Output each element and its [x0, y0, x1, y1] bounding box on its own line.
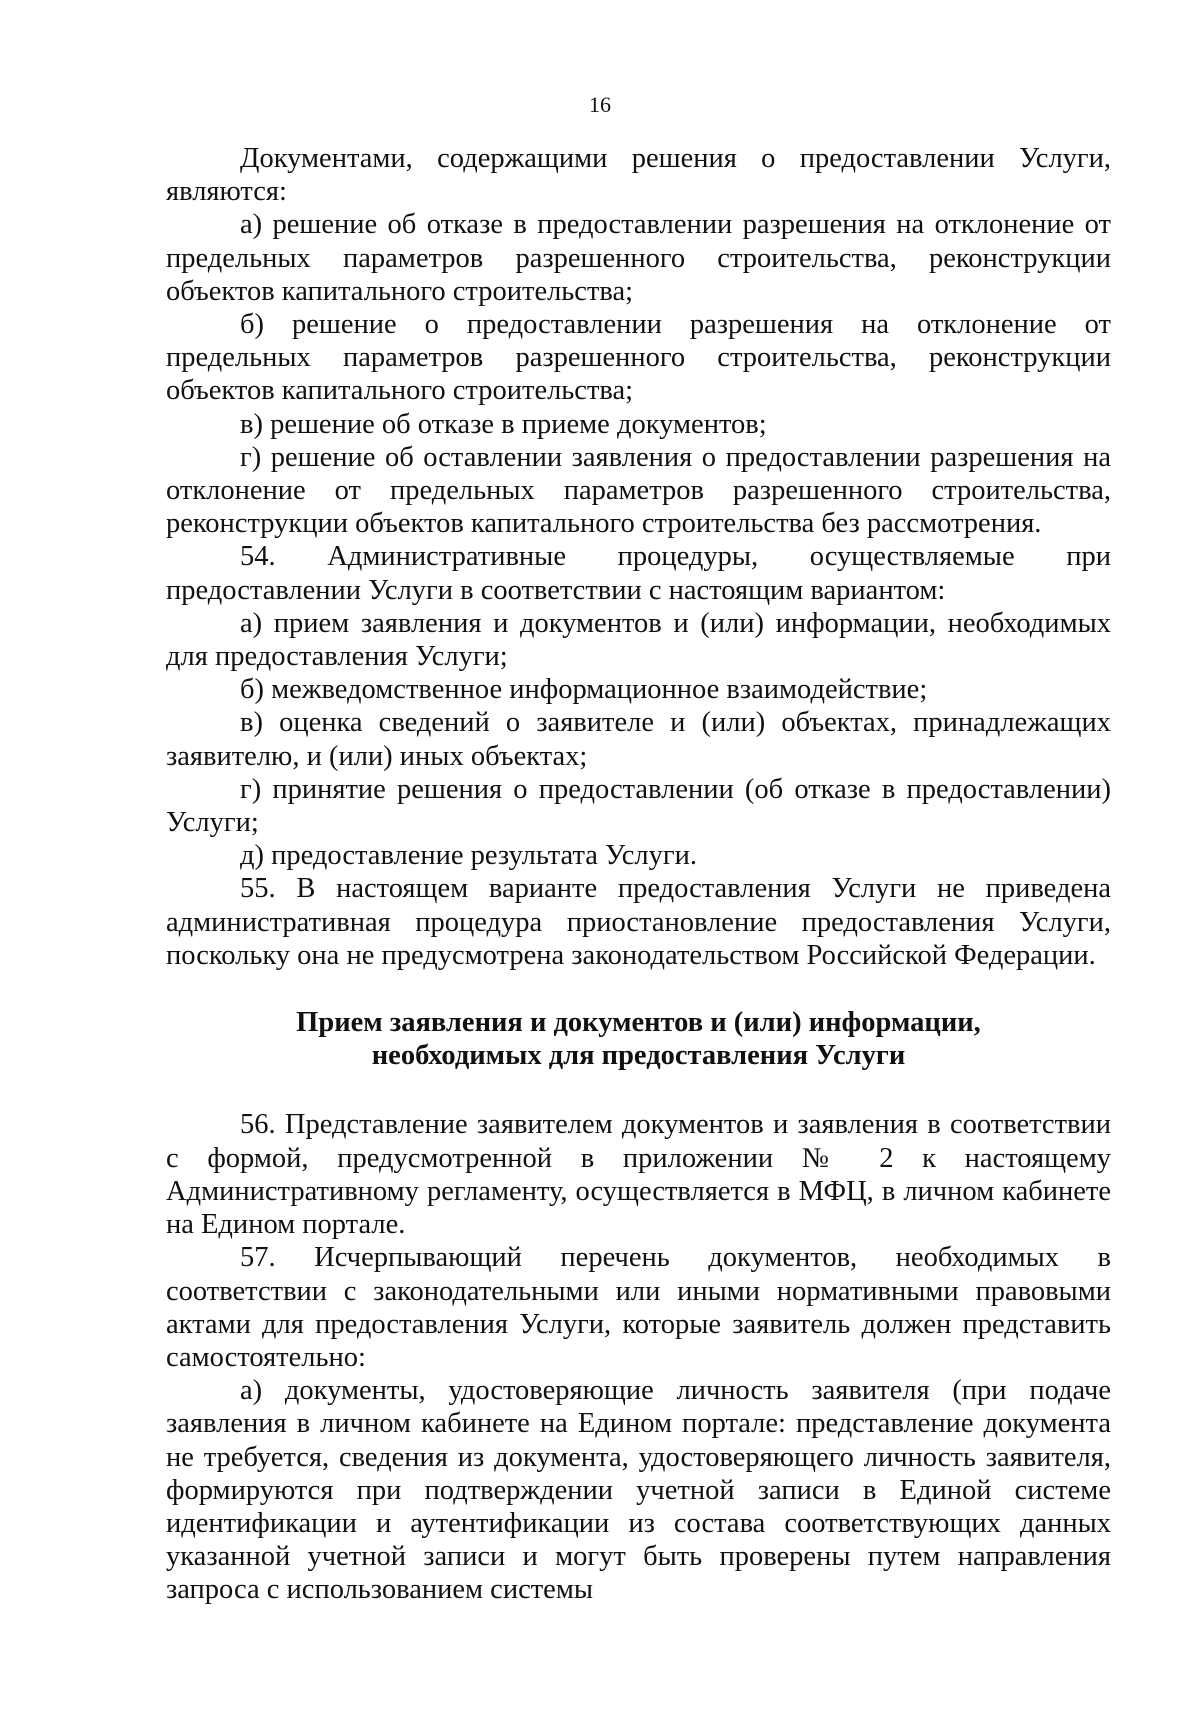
list-item-57-a: а) документы, удостоверяющие личность заявителя (при подаче заявления в личном кабинете на Едином портале: представление документа не требуется, сведения из документа, удостоверяющего личность заявителя, формируются при подтверждении учетной записи в Единой системе идентификации и аутентификации из состава соответствующих данных указанной учетной записи и могут быть проверены путем направления запроса с использованием системы: [166, 1375, 1111, 1606]
list-item-b-grant: б) решение о предоставлении разрешения на отклонение от предельных параметров разрешенного строительства, реконструкции объектов капитального строительства;: [166, 309, 1111, 407]
list-item-g-no-review: г) решение об оставлении заявления о предоставлении разрешения на отклонение от предельных параметров разрешенного строительства, реконструкции объектов капитального строительства без рассмотрения.: [166, 441, 1111, 540]
document-body: [166, 142, 1111, 1607]
page-number: 16: [589, 92, 611, 117]
paragraph-57: 57. Исчерпывающий перечень документов, необходимых в соответствии с законодательными или иными нормативными правовыми актами для предоставления Услуги, которые заявитель должен представить самостоятельно:: [166, 1242, 1111, 1373]
paragraph-documents-intro: Документами, содержащими решения о предоставлении Услуги, являются:: [166, 143, 1111, 208]
section-heading: [166, 1006, 1111, 1072]
paragraph-55: 55. В настоящем варианте предоставления Услуги не приведена административная процедура приостановление предоставления Услуги, поскольку она не предусмотрена законодательством Российской Федерации.: [166, 873, 1111, 971]
list-item-a-refusal: а) решение об отказе в предоставлении разрешения на отклонение от предельных параметров разрешенного строительства, реконструкции объектов капитального строительства;: [166, 209, 1111, 307]
list-item-54-b: б) межведомственное информационное взаимодействие;: [240, 674, 928, 706]
list-item-v-refusal-acceptance: в) решение об отказе в приеме документов;: [240, 408, 767, 440]
paragraph-56: 56. Представление заявителем документов и заявления в соответствии с формой, предусмотренной в приложении № 2 к настоящему Административному регламенту, осуществляется в МФЦ, в личном кабинете на Едином портале.: [166, 1109, 1111, 1241]
list-item-54-g: г) принятие решения о предоставлении (об отказе в предоставлении) Услуги;: [166, 773, 1111, 839]
section-heading-line-1: Прием заявления и документов и (или) информации,: [296, 1007, 981, 1039]
paragraph-54: 54. Административные процедуры, осуществляемые при предоставлении Услуги в соответствии с настоящим вариантом:: [166, 541, 1111, 606]
list-item-54-d: д) предоставление результата Услуги.: [240, 840, 697, 872]
section-heading-line-2: необходимых для предоставления Услуги: [371, 1040, 906, 1072]
list-item-54-a: а) прием заявления и документов и (или) информации, необходимых для предоставления Услуги;: [166, 607, 1111, 673]
list-item-54-v: в) оценка сведений о заявителе и (или) объектах, принадлежащих заявителю, и (или) иных объектах;: [166, 707, 1111, 772]
